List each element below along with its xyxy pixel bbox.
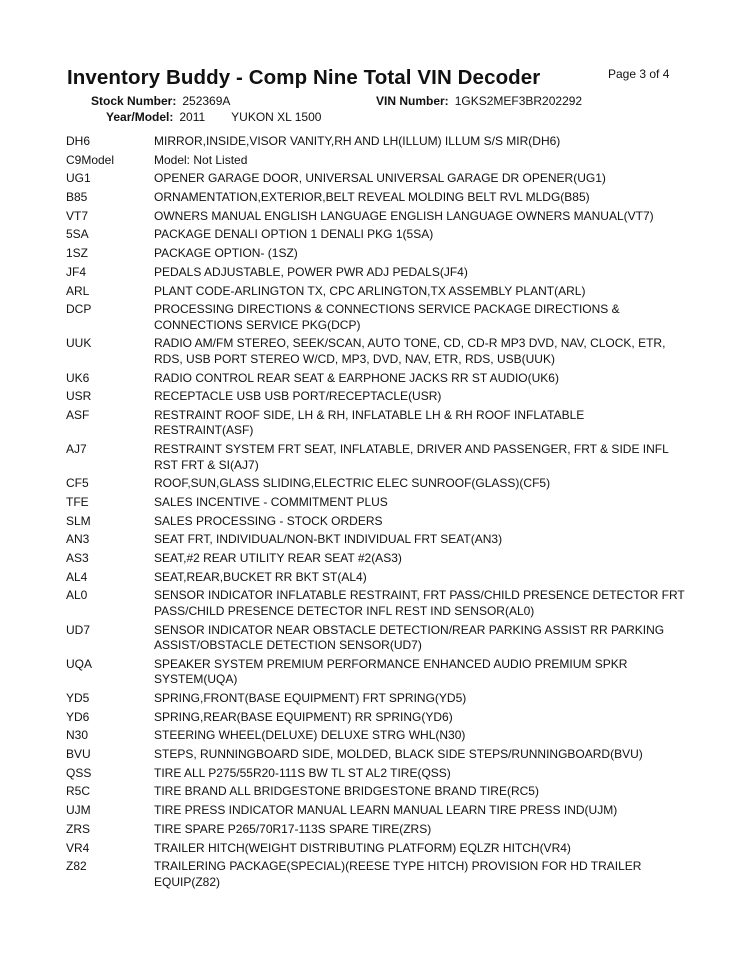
- vin-label: VIN Number:: [376, 94, 449, 108]
- option-row: [66, 227, 686, 243]
- option-row: [66, 728, 686, 744]
- option-description: PACKAGE DENALI OPTION 1 DENALI PKG 1(5SA): [154, 227, 434, 242]
- option-row: [66, 532, 686, 548]
- option-code: ASF: [66, 407, 90, 422]
- option-code: UD7: [66, 622, 91, 637]
- option-code-list: [66, 134, 686, 893]
- option-description: SEAT,REAR,BUCKET RR BKT ST(AL4): [154, 569, 367, 584]
- option-description: RADIO AM/FM STEREO, SEEK/SCAN, AUTO TONE, CD, CD-R MP3 DVD, NAV, CLOCK, ETR, RDS, USB PORT STEREO W/CD, MP3, DVD, NAV, ETR, RDS, USB(UUK): [154, 336, 666, 366]
- stock-number-field: [91, 94, 230, 108]
- page-title: Inventory Buddy - Comp Nine Total VIN Decoder: [67, 66, 541, 89]
- option-description: RADIO CONTROL REAR SEAT & EARPHONE JACKS RR ST AUDIO(UK6): [154, 370, 559, 385]
- option-row: [66, 190, 686, 206]
- vin-value: 1GKS2MEF3BR202292: [454, 94, 583, 108]
- option-row: [66, 841, 686, 857]
- option-row: [66, 784, 686, 800]
- option-description: PEDALS ADJUSTABLE, POWER PWR ADJ PEDALS(JF4): [154, 264, 468, 279]
- option-code: AS3: [66, 551, 89, 566]
- option-code: R5C: [66, 784, 91, 799]
- option-description: STEERING WHEEL(DELUXE) DELUXE STRG WHL(N30): [154, 728, 466, 743]
- option-code: VT7: [66, 208, 89, 223]
- option-code: UUK: [66, 336, 92, 351]
- option-row: [66, 691, 686, 707]
- option-description: RESTRAINT SYSTEM FRT SEAT, INFLATABLE, DRIVER AND PASSENGER, FRT & SIDE INFL RST FRT & SI(AJ7): [154, 442, 669, 472]
- option-code: AN3: [66, 532, 90, 547]
- option-code: YD6: [66, 709, 90, 724]
- option-description: Model: Not Listed: [154, 152, 248, 167]
- option-row: [66, 134, 686, 150]
- option-description: SENSOR INDICATOR NEAR OBSTACLE DETECTION/REAR PARKING ASSIST RR PARKING ASSIST/OBSTACLE DETECTION SENSOR(UD7): [154, 622, 665, 653]
- option-row: [66, 803, 686, 819]
- option-row: [66, 408, 686, 439]
- option-code: UQA: [66, 656, 93, 671]
- option-code: N30: [66, 728, 89, 743]
- model-value: YUKON XL 1500: [231, 110, 322, 124]
- option-code: DH6: [66, 134, 91, 148]
- option-row: [66, 495, 686, 511]
- year-value: 2011: [179, 110, 206, 124]
- option-row: [66, 859, 686, 890]
- option-description: SPEAKER SYSTEM PREMIUM PERFORMANCE ENHANCED AUDIO PREMIUM SPKR SYSTEM(UQA): [154, 656, 628, 687]
- option-code: YD5: [66, 691, 90, 705]
- option-description: PACKAGE OPTION- (1SZ): [154, 246, 298, 261]
- stock-number-value: 252369A: [182, 94, 231, 108]
- option-description: RESTRAINT ROOF SIDE, LH & RH, INFLATABLE LH & RH ROOF INFLATABLE RESTRAINT(ASF): [154, 407, 585, 438]
- option-description: SPRING,FRONT(BASE EQUIPMENT) FRT SPRING(YD5): [154, 691, 467, 705]
- option-code: CF5: [66, 476, 89, 491]
- option-row: [66, 389, 686, 405]
- option-description: STEPS, RUNNINGBOARD SIDE, MOLDED, BLACK SIDE STEPS/RUNNINGBOARD(BVU): [154, 747, 643, 762]
- option-code: AL0: [66, 588, 88, 603]
- option-code: 5SA: [66, 227, 89, 242]
- option-description: SPRING,REAR(BASE EQUIPMENT) RR SPRING(YD6): [154, 709, 453, 724]
- option-row: [66, 514, 686, 530]
- option-code: AJ7: [66, 442, 87, 457]
- option-description: TIRE ALL P275/55R20-111S BW TL ST AL2 TIRE(QSS): [154, 765, 451, 780]
- option-row: [66, 551, 686, 567]
- option-description: ROOF,SUN,GLASS SLIDING,ELECTRIC ELEC SUNROOF(GLASS)(CF5): [154, 476, 551, 491]
- stock-number-label: Stock Number:: [91, 94, 177, 108]
- option-row: [66, 265, 686, 281]
- option-description: PROCESSING DIRECTIONS & CONNECTIONS SERVICE PACKAGE DIRECTIONS & CONNECTIONS SERVICE PKG(DCP): [154, 302, 620, 332]
- option-row: [66, 476, 686, 492]
- option-row: [66, 710, 686, 726]
- option-row: [66, 336, 686, 367]
- option-code: C9Model: [66, 152, 115, 167]
- option-row: [66, 302, 686, 333]
- option-code: JF4: [66, 264, 87, 279]
- option-description: ORNAMENTATION,EXTERIOR,BELT REVEAL MOLDING BELT RVL MLDG(B85): [154, 190, 590, 205]
- vin-field: [376, 94, 582, 108]
- option-description: TIRE SPARE P265/70R17-113S SPARE TIRE(ZRS): [154, 821, 432, 836]
- option-row: [66, 822, 686, 838]
- year-model-field: [106, 110, 321, 124]
- option-row: [66, 246, 686, 262]
- option-row: [66, 588, 686, 619]
- option-row: [66, 371, 686, 387]
- option-description: MIRROR,INSIDE,VISOR VANITY,RH AND LH(ILLUM) ILLUM S/S MIR(DH6): [154, 134, 561, 148]
- option-description: SENSOR INDICATOR INFLATABLE RESTRAINT, FRT PASS/CHILD PRESENCE DETECTOR FRT PASS/CHILD PRESENCE DETECTOR INFL REST IND SENSOR(AL0): [154, 588, 685, 618]
- option-code: Z82: [66, 859, 87, 874]
- option-code: DCP: [66, 302, 92, 317]
- option-row: [66, 747, 686, 763]
- option-code: VR4: [66, 840, 90, 855]
- option-description: RECEPTACLE USB USB PORT/RECEPTACLE(USR): [154, 389, 442, 404]
- option-description: SALES PROCESSING - STOCK ORDERS: [154, 513, 383, 528]
- option-description: OWNERS MANUAL ENGLISH LANGUAGE ENGLISH LANGUAGE OWNERS MANUAL(VT7): [154, 208, 654, 223]
- option-description: OPENER GARAGE DOOR, UNIVERSAL UNIVERSAL GARAGE DR OPENER(UG1): [154, 171, 606, 186]
- option-code: AL4: [66, 569, 88, 584]
- option-row: [66, 171, 686, 187]
- option-description: SALES INCENTIVE - COMMITMENT PLUS: [154, 495, 388, 509]
- option-description: TRAILERING PACKAGE(SPECIAL)(REESE TYPE HITCH) PROVISION FOR HD TRAILER EQUIP(Z82): [154, 859, 642, 889]
- option-code: BVU: [66, 747, 91, 762]
- option-description: TRAILER HITCH(WEIGHT DISTRIBUTING PLATFORM) EQLZR HITCH(VR4): [154, 840, 571, 855]
- option-code: TFE: [66, 495, 89, 509]
- option-row: [66, 153, 686, 169]
- option-row: [66, 766, 686, 782]
- option-row: [66, 209, 686, 225]
- option-code: QSS: [66, 765, 92, 780]
- option-description: TIRE PRESS INDICATOR MANUAL LEARN MANUAL LEARN TIRE PRESS IND(UJM): [154, 803, 618, 818]
- option-code: ARL: [66, 283, 90, 298]
- option-code: UG1: [66, 171, 91, 186]
- option-code: B85: [66, 190, 88, 205]
- option-row: [66, 623, 686, 654]
- option-description: TIRE BRAND ALL BRIDGESTONE BRIDGESTONE BRAND TIRE(RC5): [154, 784, 539, 799]
- page-number: Page 3 of 4: [608, 67, 670, 81]
- option-code: UJM: [66, 803, 91, 818]
- option-description: SEAT FRT, INDIVIDUAL/NON-BKT INDIVIDUAL FRT SEAT(AN3): [154, 532, 503, 547]
- option-code: ZRS: [66, 821, 90, 836]
- option-row: [66, 442, 686, 473]
- option-row: [66, 284, 686, 300]
- option-code: SLM: [66, 513, 91, 528]
- option-code: 1SZ: [66, 246, 89, 261]
- year-model-label: Year/Model:: [106, 110, 174, 124]
- option-code: UK6: [66, 370, 90, 385]
- option-row: [66, 657, 686, 688]
- option-description: SEAT,#2 REAR UTILITY REAR SEAT #2(AS3): [154, 551, 402, 566]
- option-description: PLANT CODE-ARLINGTON TX, CPC ARLINGTON,TX ASSEMBLY PLANT(ARL): [154, 283, 586, 298]
- option-row: [66, 570, 686, 586]
- option-code: USR: [66, 389, 92, 404]
